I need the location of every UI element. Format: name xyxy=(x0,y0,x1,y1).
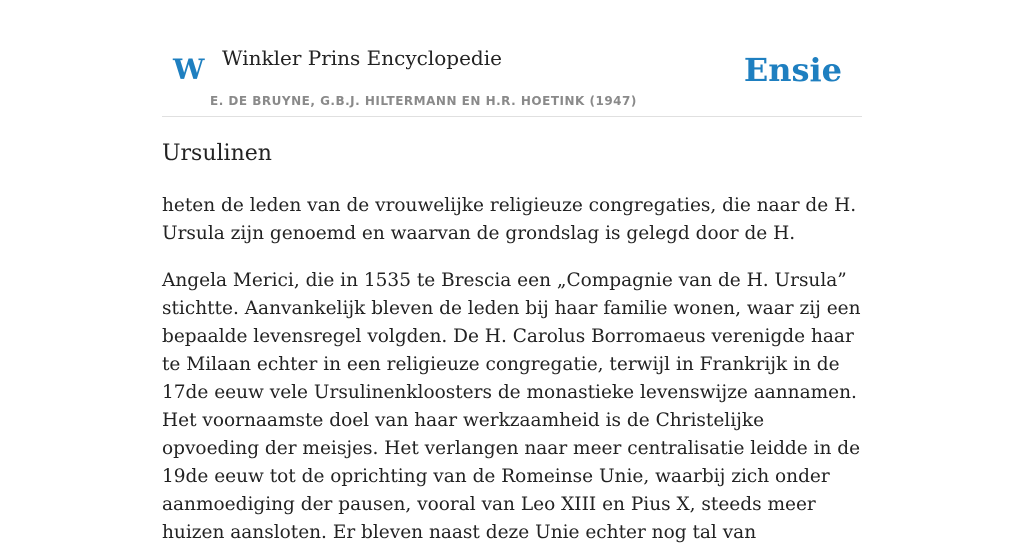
ensie-logo[interactable]: Ensie xyxy=(743,51,842,89)
article-paragraph: Angela Merici, die in 1535 te Brescia een „Compagnie van de H. Ursula” stichtte. Aanvankelijk bleven de leden bij haar familie wonen, waar zij een bepaalde levensregel volgden. De H. Carolus Borromaeus verenigde haar te Milaan echter in een religieuze congregatie, terwijl in Frankrijk in de 17de eeuw vele Ursulinenkloosters de monastieke levenswijze aannamen. Het voornaamste doel van haar werkzaamheid is de Christelijke opvoeding der meisjes. Het verlangen naar meer centralisatie leidde in de 19de eeuw tot de oprichting van de Romeinse Unie, waarbij zich onder aanmoediging der pausen, vooral van Leo XIII en Pius X, steeds meer huizen aansloten. Er bleven naast deze Unie echter nog tal van xyxy=(162,270,861,543)
book-authors: E. DE BRUYNE, G.B.J. HILTERMANN EN H.R. HOETINK (1947) xyxy=(210,94,637,108)
entry-title: Ursulinen xyxy=(162,141,272,166)
book-title[interactable]: Winkler Prins Encyclopedie xyxy=(222,46,502,70)
winkler-prins-logo[interactable]: W xyxy=(173,53,205,86)
page xyxy=(162,0,862,543)
article-paragraph: heten de leden van de vrouwelijke religieuze congregaties, die naar de H. Ursula zijn genoemd en waarvan de grondslag is gelegd door de H. xyxy=(162,195,857,244)
header xyxy=(162,0,862,117)
